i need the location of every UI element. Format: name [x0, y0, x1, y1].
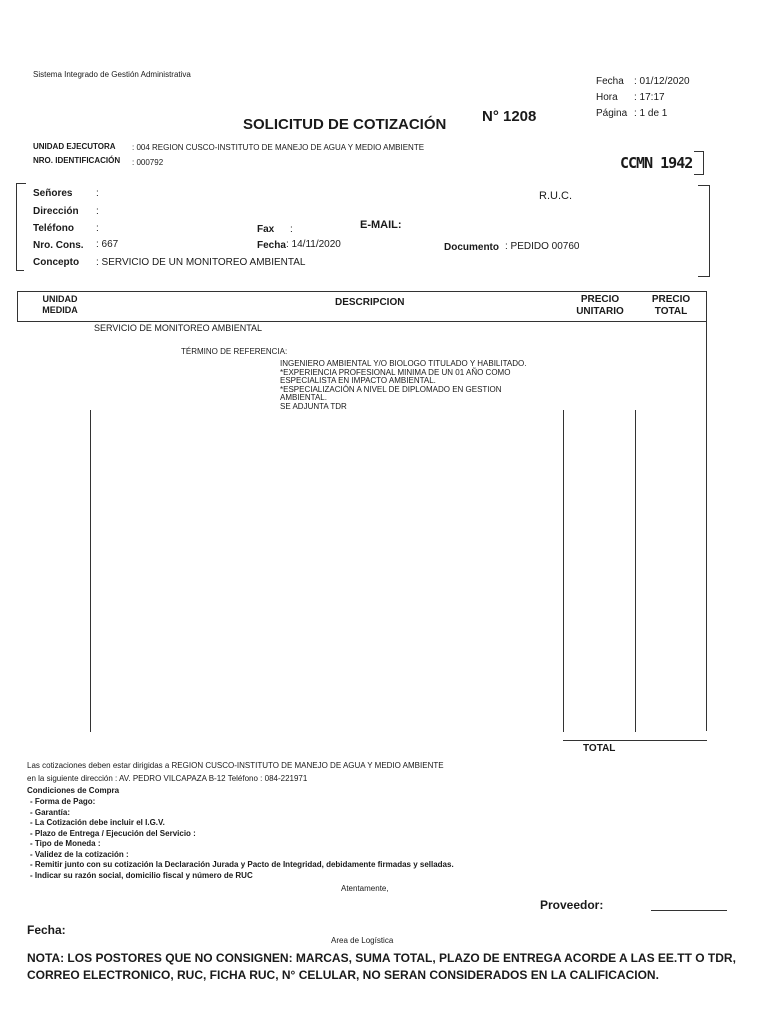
header-hora-value: : 17:17 — [634, 92, 665, 103]
condiciones-list — [30, 797, 454, 881]
fecha-firma-label: Fecha: — [27, 923, 66, 937]
termino-line: ESPECIALISTA EN IMPACTO AMBIENTAL. — [280, 376, 436, 385]
header-pagina-label: Página — [596, 108, 628, 119]
col-header-unidad: UNIDAD MEDIDA — [42, 294, 78, 315]
col-header-precio-total: PRECIO TOTAL — [651, 294, 691, 317]
termino-lines — [280, 360, 526, 411]
proveedor-signature-line — [651, 910, 727, 911]
telefono-sep: : — [96, 223, 99, 234]
fecha-cons-label: Fecha — [257, 240, 286, 251]
document-number: N° 1208 — [482, 108, 537, 125]
total-label: TOTAL — [583, 743, 616, 754]
termino-line: *ESPECIALIZACIÓN A NIVEL DE DIPLOMADO EN GESTION — [280, 384, 502, 394]
ruc-label: R.U.C. — [539, 190, 572, 202]
supplier-box-corner-tl — [16, 183, 26, 184]
termino-line: *EXPERIENCIA PROFESIONAL MINIMA DE UN 01 AÑO COMO — [280, 367, 511, 377]
nota-line1: NOTA: LOS POSTORES QUE NO CONSIGNEN: MARCAS, SUMA TOTAL, PLAZO DE ENTREGA ACORDE A LAS EE.TT O TDR, — [27, 951, 736, 965]
system-name: Sistema Integrado de Gestión Administrativa — [33, 70, 191, 79]
header-pagina-value: : 1 de 1 — [634, 108, 668, 119]
col-total-left-line — [635, 410, 636, 732]
area-logistica: Area de Logística — [331, 936, 394, 945]
supplier-box-left — [16, 183, 17, 271]
fax-sep: : — [290, 224, 293, 235]
supplier-box-corner-br — [698, 276, 710, 277]
concepto-label: Concepto — [33, 257, 80, 268]
nro-identificacion-label: NRO. IDENTIFICACIÓN — [33, 156, 121, 165]
stamp-bracket-bottom — [694, 174, 704, 175]
atentamente: Atentamente, — [341, 884, 389, 893]
termino-line: AMBIENTAL. — [280, 393, 327, 402]
stamp-bracket-side — [703, 151, 704, 175]
nro-identificacion-value: : 000792 — [132, 158, 164, 167]
email-label: E-MAIL: — [360, 219, 402, 231]
direccion-line1: Las cotizaciones deben estar dirigidas a REGION CUSCO-INSTITUTO DE MANEJO DE AGUA Y MEDIO AMBIENTE — [27, 761, 444, 770]
documento-label: Documento — [444, 242, 499, 253]
condicion-item: - Indicar su razón social, domicilio fiscal y número de RUC — [30, 870, 253, 880]
fecha-cons-value: : 14/11/2020 — [286, 239, 341, 250]
condicion-item: - Validez de la cotización : — [30, 849, 129, 859]
condicion-item: - Forma de Pago: — [30, 797, 96, 806]
table-top-line — [17, 291, 707, 292]
col-desc-left-line — [90, 410, 91, 732]
senores-sep: : — [96, 188, 99, 199]
document-title: SOLICITUD DE COTIZACIÓN — [243, 116, 447, 133]
condicion-item: - Remitir junto con su cotización la Declaración Jurada y Pacto de Integridad, debidamente firmadas y selladas. — [30, 860, 454, 869]
fax-label: Fax — [257, 224, 275, 235]
nro-cons-value: : 667 — [96, 239, 119, 250]
nro-cons-label: Nro. Cons. — [33, 240, 84, 251]
table-header-bottom-line — [17, 321, 707, 322]
header-fecha-label: Fecha — [596, 76, 624, 87]
termino-label: TÉRMINO DE REFERENCIA: — [181, 347, 288, 356]
header-hora-label: Hora — [596, 92, 618, 103]
direccion-sep: : — [96, 206, 99, 217]
condicion-item: - La Cotización debe incluir el I.G.V. — [30, 818, 165, 827]
col-header-precio-unitario: PRECIO UNITARIO — [576, 294, 624, 317]
direccion-label: Dirección — [33, 206, 79, 217]
col-unit-left-line — [563, 410, 564, 732]
unidad-ejecutora-value: : 004 REGION CUSCO-INSTITUTO DE MANEJO DE AGUA Y MEDIO AMBIENTE — [132, 143, 425, 152]
proveedor-label: Proveedor: — [540, 898, 604, 912]
termino-line: SE ADJUNTA TDR — [280, 401, 347, 411]
total-row-line — [563, 740, 707, 741]
senores-label: Señores — [33, 188, 73, 199]
nota-line2: CORREO ELECTRONICO, RUC, FICHA RUC, N° CELULAR, NO SERAN CONSIDERADOS EN LA CALIFICACION. — [27, 968, 659, 982]
header-fecha-value: : 01/12/2020 — [634, 76, 690, 87]
direccion-line2: en la siguiente dirección : AV. PEDRO VILCAPAZA B-12 Teléfono : 084-221971 — [27, 774, 308, 783]
condiciones-title: Condiciones de Compra — [27, 786, 120, 795]
termino-line: INGENIERO AMBIENTAL Y/O BIOLOGO TITULADO Y HABILITADO. — [280, 359, 527, 368]
condicion-item: - Tipo de Moneda : — [30, 839, 101, 848]
table-left-top — [17, 291, 18, 321]
supplier-box-corner-bl — [16, 270, 24, 271]
col-header-descripcion: DESCRIPCION — [335, 297, 405, 308]
documento-value: : PEDIDO 00760 — [505, 241, 580, 252]
stamp-code: CCMN 1942 — [620, 154, 693, 172]
concepto-value: : SERVICIO DE UN MONITOREO AMBIENTAL — [96, 257, 306, 268]
telefono-label: Teléfono — [33, 223, 74, 234]
unidad-ejecutora-label: UNIDAD EJECUTORA — [33, 142, 116, 151]
item-description: SERVICIO DE MONITOREO AMBIENTAL — [94, 323, 263, 333]
table-right-line — [706, 291, 707, 731]
condicion-item: - Garantía: — [30, 807, 71, 817]
supplier-box-right — [709, 185, 710, 277]
condicion-item: - Plazo de Entrega / Ejecución del Servicio : — [30, 828, 196, 838]
